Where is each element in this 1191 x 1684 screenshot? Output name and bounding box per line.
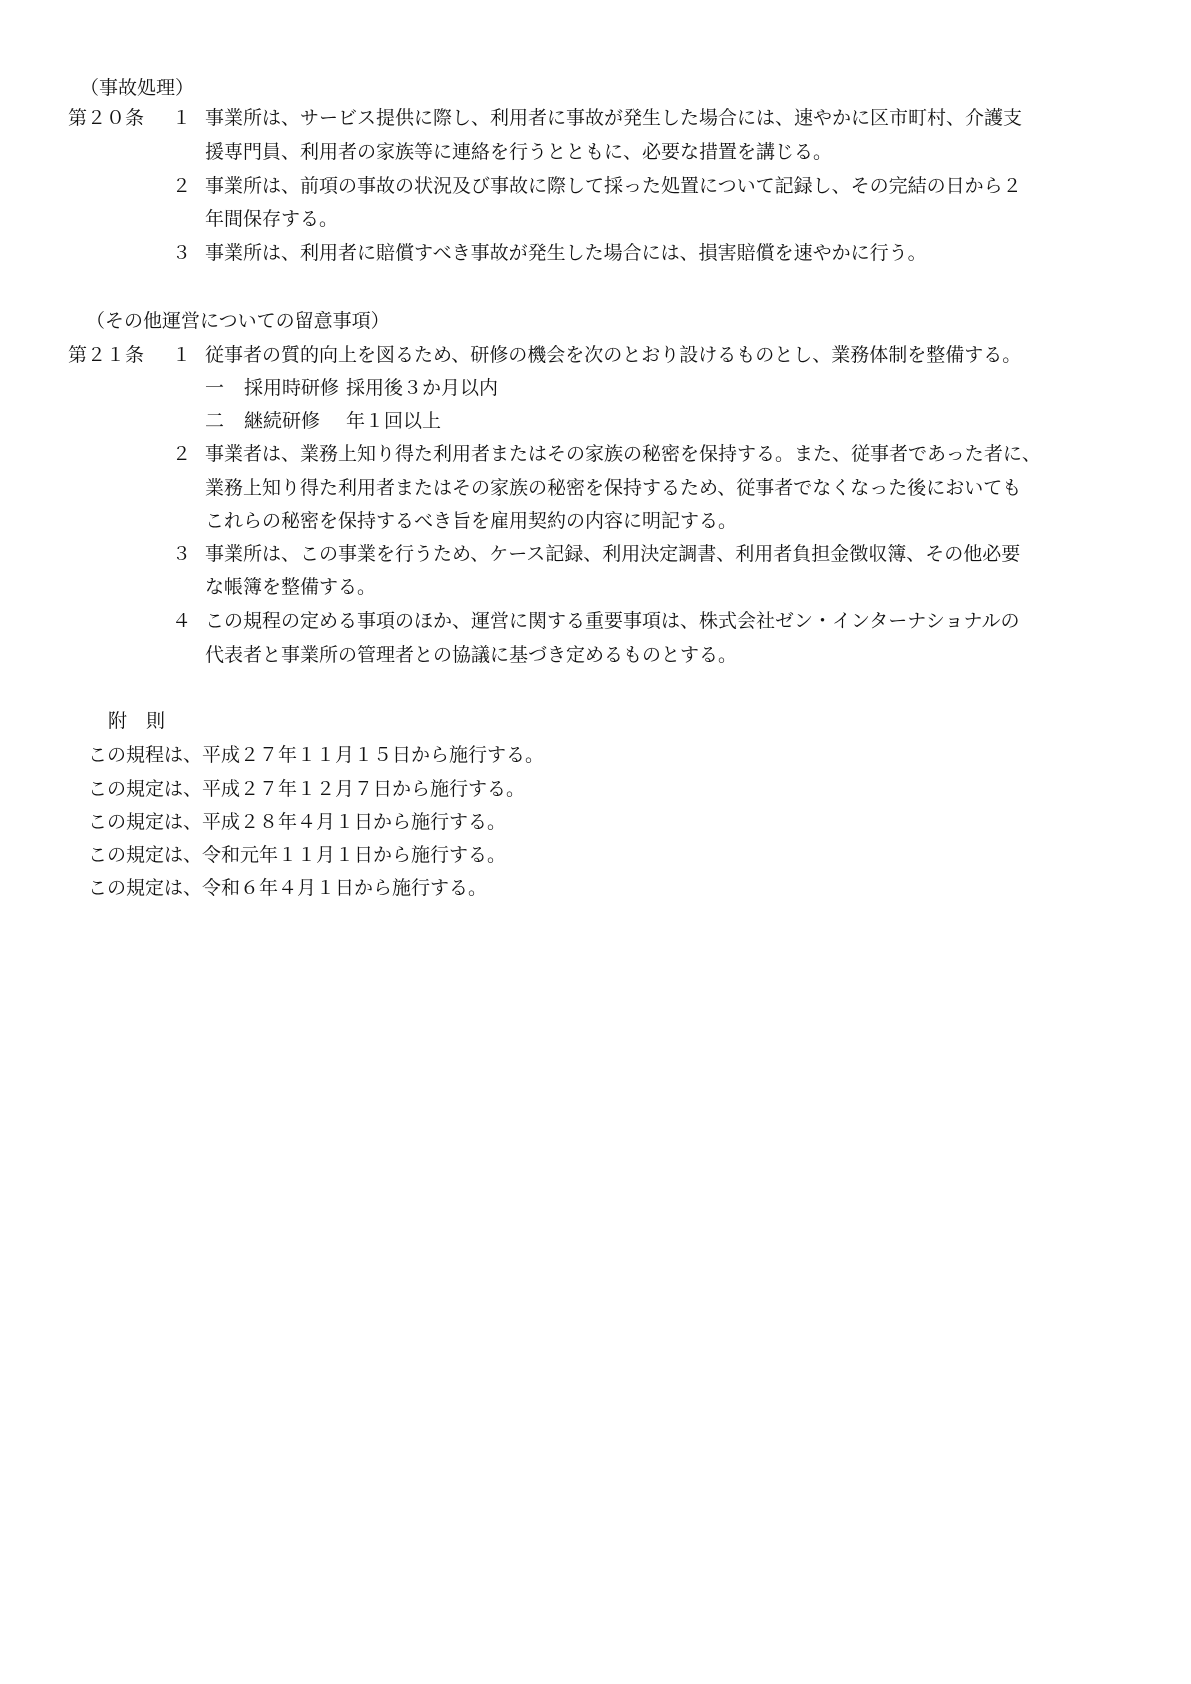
paragraph-number: １ [172,107,192,129]
paragraph-text: これらの秘密を保持するべき旨を雇用契約の内容に明記する。 [205,510,738,532]
article-label: 第２０条 [68,107,145,129]
enforcement-line: この規定は、平成２７年１２月７日から施行する。 [88,778,526,800]
paragraph-text: 代表者と事業所の管理者との協議に基づき定めるものとする。 [205,644,738,666]
paragraph-text: 年間保存する。 [205,208,339,230]
paragraph-number: １ [172,344,192,366]
paragraph-number: ３ [172,242,192,264]
paragraph-text: 事業者は、業務上知り得た利用者またはその家族の秘密を保持する。また、従事者であった者に、 [205,443,1041,465]
paragraph-number: ３ [172,543,192,565]
paragraph-text: 援専門員、利用者の家族等に連絡を行うとともに、必要な措置を講じる。 [205,141,833,163]
supplementary-heading: 附 則 [108,710,166,732]
paragraph-text: な帳簿を整備する。 [205,576,377,598]
paragraph-text: 業務上知り得た利用者またはその家族の秘密を保持するため、従事者でなくなった後においても [205,477,1022,499]
paragraph-text: 従事者の質的向上を図るため、研修の機会を次のとおり設けるものとし、業務体制を整備する。 [205,344,1022,366]
article-label: 第２１条 [68,344,145,366]
paragraph-text: 事業所は、前項の事故の状況及び事故に際して採った処置について記録し、その完結の日から２ [205,175,1022,197]
enforcement-line: この規定は、令和６年４月１日から施行する。 [88,877,488,899]
article-heading: （事故処理） [80,77,195,99]
subitem-value: 採用後３か月以内 [346,377,499,399]
subitem-name: 継続研修 [244,410,321,432]
paragraph-number: ２ [172,443,192,465]
enforcement-line: この規程は、平成２７年１１月１５日から施行する。 [88,744,545,766]
paragraph-text: 事業所は、この事業を行うため、ケース記録、利用決定調書、利用者負担金徴収簿、その他必要 [205,543,1021,565]
paragraph-text: この規程の定める事項のほか、運営に関する重要事項は、株式会社ゼン・インターナショナルの [205,610,1020,632]
enforcement-line: この規定は、平成２８年４月１日から施行する。 [88,811,507,833]
subitem-name: 採用時研修 [244,377,340,399]
enforcement-line: この規定は、令和元年１１月１日から施行する。 [88,844,507,866]
subitem-mark: 一 [205,377,225,399]
paragraph-number: ２ [172,175,192,197]
paragraph-text: 事業所は、利用者に賠償すべき事故が発生した場合には、損害賠償を速やかに行う。 [205,242,927,264]
paragraph-number: ４ [172,610,192,632]
paragraph-text: 事業所は、サービス提供に際し、利用者に事故が発生した場合には、速やかに区市町村、介護支 [205,107,1023,129]
article-heading: （その他運営についての留意事項） [86,310,390,332]
subitem-mark: 二 [205,410,225,432]
subitem-value: 年１回以上 [346,410,442,432]
